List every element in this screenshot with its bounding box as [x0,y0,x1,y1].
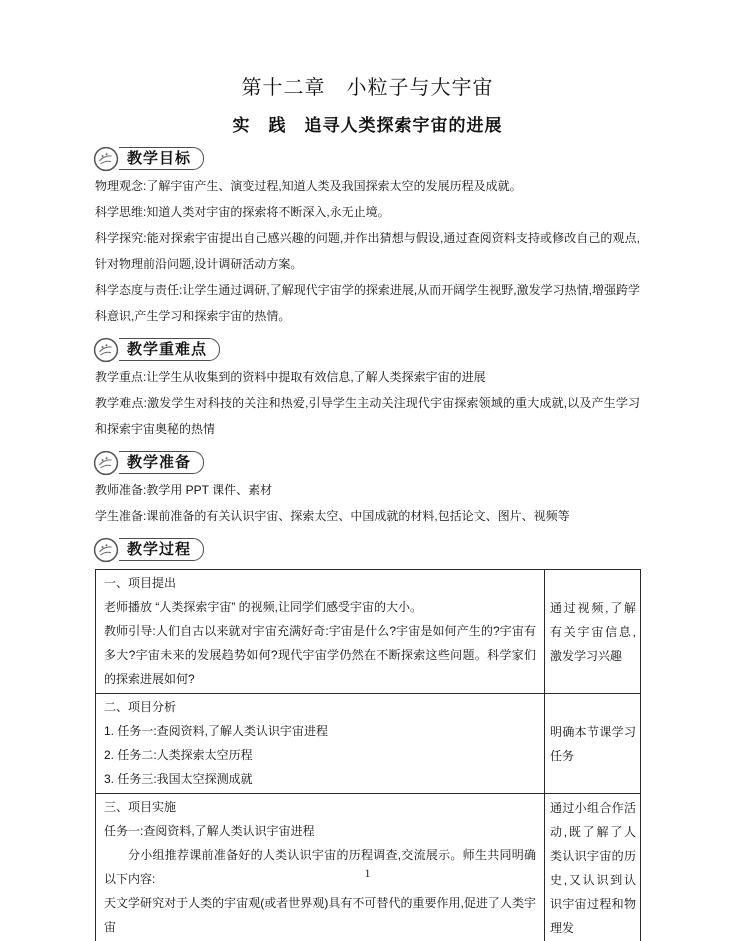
paragraph: 科学思维:知道人类对宇宙的探索将不断深入,永无止境。 [95,205,390,219]
purpose-cell [545,694,641,794]
section-teaching-process [95,529,640,564]
badge-label: 教学目标 [127,150,192,167]
paragraph: 教学重点:让学生从收集到的资料中提取有效信息,了解人类探索宇宙的进展 [95,370,486,384]
activity-cell [96,694,545,794]
cell-paragraph: 通过小组合作活动,既了解了人类认识宇宙的历史,又认识到认识宇宙过程和物理发 [550,801,636,935]
badge-scribble-icon [93,146,119,172]
paragraph: 科学探究:能对探索宇宙提出自己感兴趣的问题,并作出猜想与假设,通过查阅资料支持或修改自己的观点,针对物理前沿问题,设计调研活动方案。 [95,231,640,271]
cell-paragraph: 一、项目提出 [104,576,177,590]
cell-paragraph: 任务一:查阅资料,了解人类认识宇宙进程 [104,824,315,838]
section-badge-teaching-preparation [95,451,204,474]
cell-paragraph: 2. 任务二:人类探索太空历程 [104,748,253,762]
table-row-project-analysis [96,694,641,794]
cell-paragraph: 3. 任务三:我国太空探测成就 [104,772,253,786]
cell-paragraph: 天文学研究对于人类的宇宙观(或者世界观)具有不可替代的重要作用,促进了人类宇宙 [104,896,536,934]
paragraph: 教师准备:教学用 PPT 课件、素材 [95,483,273,497]
paragraph: 学生准备:课前准备的有关认识宇宙、探索太空、中国成就的材料,包括论文、图片、视频等 [95,509,570,523]
section-key-difficult-points [95,329,640,442]
cell-paragraph: 分小组推荐课前准备好的人类认识宇宙的历程调查,交流展示。师生共同明确以下内容: [104,848,536,886]
lesson-title: 实 践 追寻人类探索宇宙的进展 [232,116,503,135]
section-badge-teaching-process [95,538,204,561]
section-teaching-preparation [95,442,640,529]
section-badge-key-difficult-points [95,338,220,361]
badge-label: 教学准备 [127,454,192,471]
badge-label: 教学重难点 [127,341,208,358]
paragraph: 教学难点:激发学生对科技的关注和热爱,引导学生主动关注现代宇宙探索领域的重大成就,以及产生学习和探索宇宙奥秘的热情 [95,396,640,436]
cell-paragraph: 通过视频,了解有关宇宙信息,激发学习兴趣 [550,600,636,663]
section-teaching-objectives [95,138,640,329]
cell-paragraph: 二、项目分析 [104,700,177,714]
cell-paragraph: 1. 任务一:查阅资料,了解人类认识宇宙进程 [104,724,329,738]
page-number: 1 [364,866,371,880]
badge-scribble-icon [93,337,119,363]
paragraph: 科学态度与责任:让学生通过调研,了解现代宇宙学的探索进展,从而开阔学生视野,激发学习热情,增强跨学科意识,产生学习和探索宇宙的热情。 [95,283,640,323]
badge-scribble-icon [93,537,119,563]
badge-scribble-icon [93,450,119,476]
table-row-project-proposal [96,570,641,694]
paragraph: 物理观念:了解宇宙产生、演变过程,知道人类及我国探索太空的发展历程及成就。 [95,179,522,193]
cell-paragraph: 教师引导:人们自古以来就对宇宙充满好奇:宇宙是什么?宇宙是如何产生的?宇宙有多大?宇宙未来的发展趋势如何?现代宇宙学仍然在不断探索这些问题。科学家们的探索进展如何? [104,624,536,686]
cell-paragraph: 老师播放 “人类探索宇宙” 的视频,让同学们感受宇宙的大小。 [104,600,422,614]
section-badge-teaching-objectives [95,147,204,170]
teaching-process-table [95,569,641,941]
chapter-title: 第十二章 小粒子与大宇宙 [241,77,494,99]
cell-paragraph: 三、项目实施 [104,800,177,814]
purpose-cell [545,570,641,694]
badge-label: 教学过程 [127,541,192,558]
activity-cell [96,570,545,694]
cell-paragraph: 明确本节课学习任务 [550,724,636,763]
